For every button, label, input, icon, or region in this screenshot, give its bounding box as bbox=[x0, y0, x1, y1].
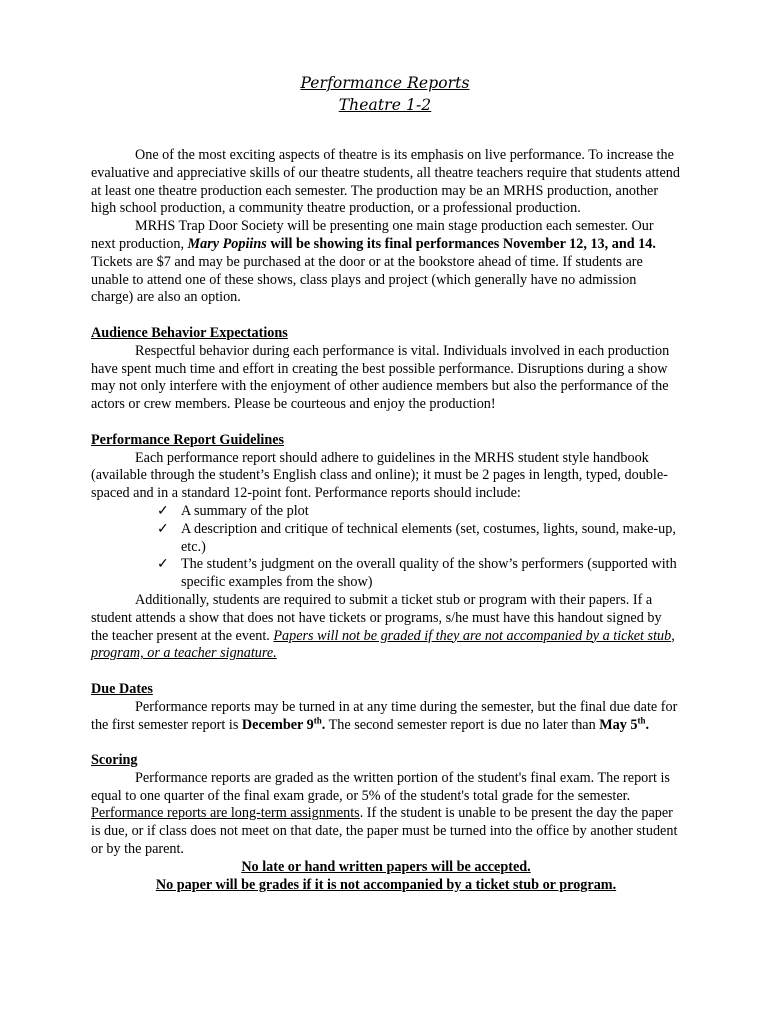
scoring-text-a: Performance reports are graded as the written portion of the student's final exam. The report is equal to one quarter of the final exam grade, or 5% of the student's total grade for the semester. bbox=[91, 769, 670, 804]
additional-requirements-paragraph bbox=[91, 592, 681, 663]
guidelines-heading: Performance Report Guidelines bbox=[91, 431, 285, 448]
long-term-note: Performance reports are long-term assignments bbox=[91, 805, 360, 822]
document-subtitle: Theatre 1-2 bbox=[338, 96, 432, 114]
checklist-item-text: A summary of the plot bbox=[181, 502, 309, 519]
intro-paragraph-2 bbox=[91, 218, 681, 307]
checklist-item bbox=[157, 503, 681, 521]
scoring-heading: Scoring bbox=[91, 752, 138, 769]
checklist-item-text: The student’s judgment on the overall quality of the show’s performers (supported with specific examples from the show) bbox=[181, 556, 677, 591]
grading-warning: Papers will not be graded if they are not accompanied by a ticket stub, program, or a teacher signature. bbox=[91, 627, 675, 662]
checkmark-icon: ✓ bbox=[157, 503, 169, 519]
document-title: Performance Reports bbox=[300, 74, 470, 92]
scoring-text-b: . If the student is unable to be present the day the paper is due, or if class does not meet on that date, the paper must be turned into the office by another student or by the parent. bbox=[91, 805, 678, 858]
checklist-item bbox=[157, 521, 681, 557]
checkmark-icon: ✓ bbox=[157, 521, 169, 537]
behavior-paragraph: Respectful behavior during each performance is vital. Individuals involved in each production have spent much time and effort in creating the best possible performance. Disruptions during a show may not only interfere with the enjoyment of other audience members but also the performance of the actors or crew members. Please be courteous and enjoy the production! bbox=[91, 342, 670, 413]
checkmark-icon: ✓ bbox=[157, 557, 169, 573]
first-due-date-suffix: th bbox=[313, 714, 322, 725]
second-due-date-suffix: th bbox=[637, 714, 646, 725]
guidelines-paragraph: Each performance report should adhere to guidelines in the MRHS student style handbook (available through the student’s English class and online); it must be 2 pages in length, typed, double-spaced and in a standard 12-point font. Performance reports should include: bbox=[91, 449, 668, 502]
title-block bbox=[0, 72, 770, 116]
first-due-date: December 9 bbox=[241, 716, 314, 733]
performance-dates: will be showing its final performances November 12, 13, and 14. bbox=[266, 235, 656, 252]
behavior-heading: Audience Behavior Expectations bbox=[91, 324, 288, 341]
additional-text: Additionally, students are required to submit a ticket stub or program with their papers. If a student attends a show that does not have tickets or programs, s/he must have this handout signed by the teacher present at the event. bbox=[91, 591, 662, 644]
intro-text-a: MRHS Trap Door Society will be presenting one main stage production each semester. Our next production, bbox=[91, 218, 654, 252]
due-text-b: The second semester report is due no later than bbox=[325, 716, 600, 733]
checklist-item-text: A description and critique of technical elements (set, costumes, lights, sound, make-up, etc.) bbox=[181, 520, 676, 555]
second-due-date: May 5 bbox=[599, 716, 638, 733]
scoring-paragraph bbox=[91, 770, 681, 859]
due-dates-heading: Due Dates bbox=[91, 680, 153, 697]
due-text-a: Performance reports may be turned in at any time during the semester, but the final due date for the first semester report is bbox=[91, 698, 678, 733]
intro-paragraph-1: One of the most exciting aspects of theatre is its emphasis on live performance. To increase the evaluative and appreciative skills of our theatre students, all theatre teachers require that students attend at least one theatre production each semester. The production may be an MRHS production, another high school production, a community theatre production, or a professional production. bbox=[91, 147, 680, 217]
due-dates-paragraph: Performance reports may be turned in at any time during the semester, but the final due date for the first semester report is December 9th. The second semester report is due no later than May 5th. bbox=[91, 698, 678, 733]
ticket-stub-notice: No paper will be grades if it is not accompanied by a ticket stub or program. bbox=[155, 876, 617, 893]
document-body bbox=[91, 147, 681, 894]
checklist-item bbox=[157, 556, 681, 592]
intro-text-b: Tickets are $7 and may be purchased at the door or at the bookstore ahead of time. If students are unable to attend one of these shows, class plays and project (which generally have no admission charge) are also an option. bbox=[91, 253, 643, 306]
requirements-checklist bbox=[91, 503, 681, 592]
late-paper-notice: No late or hand written papers will be accepted. bbox=[241, 858, 531, 875]
show-title: Mary Popiins bbox=[187, 235, 267, 252]
